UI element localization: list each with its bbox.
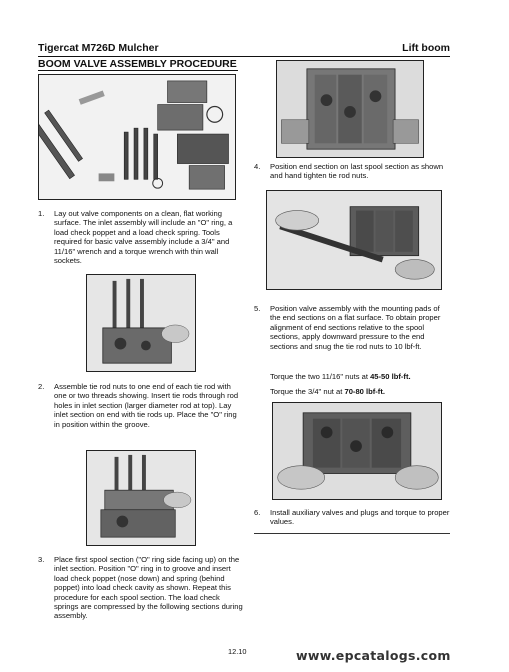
chapter-title: Lift boom <box>402 42 450 54</box>
step-text: Assemble tie rod nuts to one end of each tie rod with one or two threads showing. Insert tie rods through rod holes in inlet section (larger diameter rod at top). Lay inlet section on end with tie rods up. Place the "O" ring in position within the groove. <box>54 382 239 429</box>
step-number: 6. <box>254 508 261 517</box>
step-6 <box>254 508 450 527</box>
torque-prefix: Torque the two 11/16" nuts at <box>270 372 371 381</box>
end-rule <box>254 533 450 534</box>
step-4 <box>254 162 450 181</box>
torque-spec-2 <box>270 387 385 396</box>
page-number: 12.10 <box>228 647 247 656</box>
torque-value: 70-80 lbf-ft. <box>344 387 385 396</box>
torque-value: 45-50 lbf-ft. <box>370 372 411 381</box>
step-3 <box>38 555 244 621</box>
photo-inlet-tie-rods <box>86 274 196 372</box>
manual-title: Tigercat M726D Mulcher <box>38 42 159 54</box>
photo-hand-tighten <box>266 190 442 290</box>
step-5 <box>254 304 450 351</box>
step-text: Lay out valve components on a clean, flat working surface. The inlet assembly will include an "O" ring, a load check poppet and a load check spring. Tools required for basic valve assembly include a 3/4" and 11/16" wrench and a torque wrench with thin wall sockets. <box>54 209 233 266</box>
watermark: www.epcatalogs.com <box>296 648 451 663</box>
step-text: Place first spool section ("O" ring side facing up) on the inlet section. Position "O" ring in to groove and insert load check poppet (nose down) and spring (behind poppet) into load check cavity as shown. Repeat this procedure for each spool section. The load check springs are compressed by the following sections during assembly. <box>54 555 243 621</box>
photo-spool-section <box>86 450 196 546</box>
page-header <box>38 42 450 56</box>
step-1 <box>38 209 244 265</box>
torque-spec-1 <box>270 372 411 381</box>
torque-prefix: Torque the 3/4" nut at <box>270 387 345 396</box>
step-2 <box>38 382 244 429</box>
step-text: Install auxiliary valves and plugs and torque to proper values. <box>270 508 450 527</box>
photo-end-section <box>276 60 424 158</box>
photo-valve-components <box>38 74 236 200</box>
step-number: 2. <box>38 382 45 391</box>
step-number: 4. <box>254 162 261 171</box>
section-title: BOOM VALVE ASSEMBLY PROCEDURE <box>38 58 237 70</box>
step-text: Position valve assembly with the mounting pads of the end sections on a flat surface. To obtain proper alignment of end sections relative to the spool sections, apply downward pressure to the end sections and snug the tie rod nuts to 10 lbf-ft. <box>270 304 441 351</box>
step-number: 3. <box>38 555 45 564</box>
section-rule <box>38 70 238 71</box>
step-number: 1. <box>38 209 45 218</box>
step-text: Position end section on last spool section as shown and hand tighten tie rod nuts. <box>270 162 444 181</box>
photo-valve-assembly <box>272 402 442 500</box>
step-number: 5. <box>254 304 261 313</box>
header-rule <box>38 56 450 57</box>
